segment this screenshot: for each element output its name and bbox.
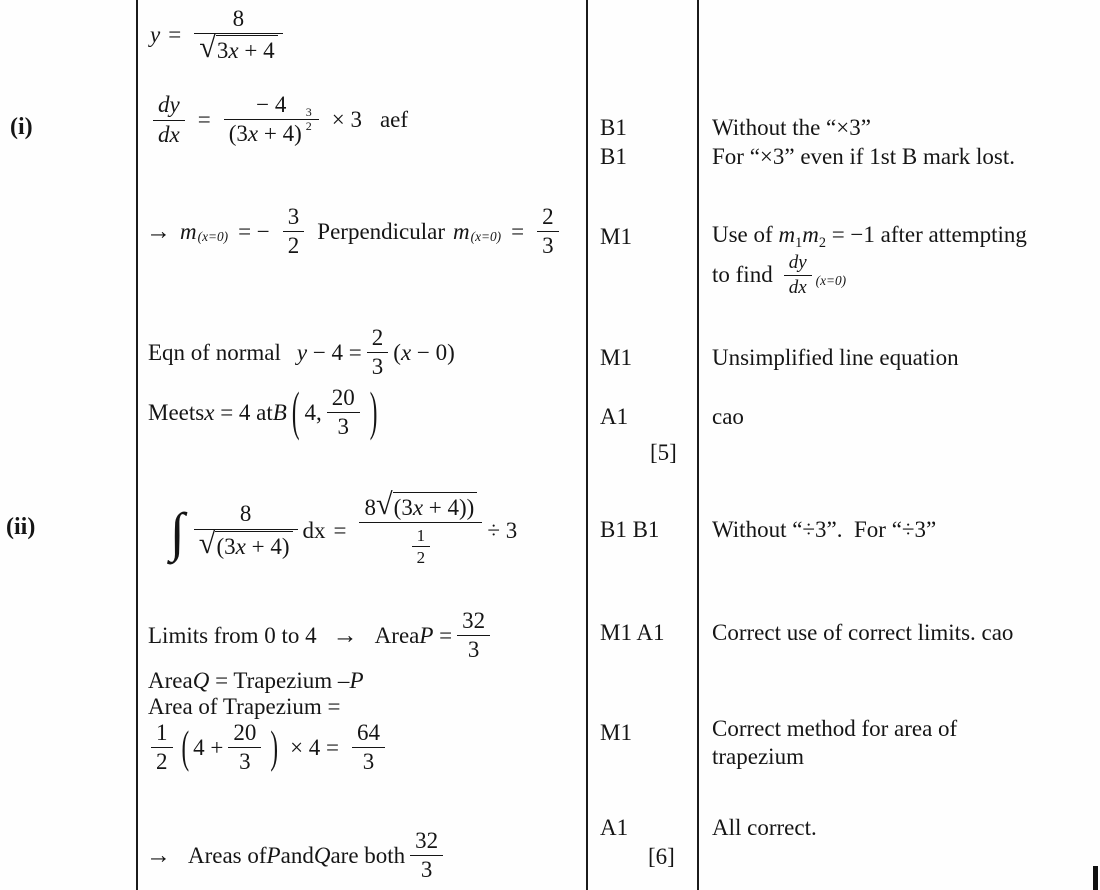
eqn-normal-label: Eqn of normal — [148, 339, 281, 365]
numerator: 1 — [412, 526, 431, 547]
mark-a1-cao: A1 — [600, 404, 629, 429]
numerator: 2 — [367, 325, 389, 353]
numerator: 20 — [327, 385, 360, 413]
const: + 4) — [258, 121, 302, 147]
exponent-three-halves — [304, 106, 314, 133]
areas-of-label: Areas of — [188, 842, 267, 868]
comment-cao: cao — [712, 404, 744, 429]
close-paren: − 0) — [411, 339, 455, 365]
page-edge-mark — [1093, 866, 1098, 890]
fraction-2-3 — [367, 325, 389, 381]
formula-normal-equation — [148, 325, 455, 381]
comment-trap-method-line2: trapezium — [712, 744, 804, 769]
numerator: − 4 — [224, 92, 319, 120]
arrow-right-icon: → — [146, 841, 170, 869]
var-x: x — [247, 121, 259, 147]
equals-minus: = − — [238, 218, 270, 244]
fraction-1-2 — [151, 720, 173, 776]
square-root — [375, 487, 477, 521]
mark-a1-all-correct: A1 — [600, 815, 629, 840]
formula-point-b — [148, 381, 382, 441]
divider-working-left — [136, 0, 138, 890]
var-q: Q — [192, 668, 210, 693]
arrow-right-icon: → — [332, 621, 357, 649]
var-x: x — [228, 38, 239, 64]
numerator: 8 — [194, 501, 298, 529]
var-m: m — [453, 218, 470, 244]
divider-marks-left — [586, 0, 588, 890]
comment-for-x3: For “×3” even if 1st B mark lost. — [712, 144, 1015, 169]
denominator: 3 — [239, 749, 251, 775]
to-find-text: to find — [712, 262, 773, 288]
radicand — [393, 492, 478, 521]
big-close-paren: ) — [369, 381, 378, 441]
denominator: 3 — [420, 857, 433, 883]
fraction-3-2 — [283, 204, 305, 260]
subscript-x0: (x=0) — [470, 229, 502, 245]
mark-b1-first: B1 — [600, 115, 627, 140]
numerator: 32 — [457, 608, 490, 636]
var-y: y — [296, 339, 308, 365]
denominator: 3 — [371, 354, 384, 380]
radicand — [216, 35, 278, 64]
aef-note: aef — [379, 106, 409, 132]
part-ii-total: [6] — [648, 844, 675, 869]
radicand — [215, 531, 292, 560]
and-label: and — [280, 842, 314, 868]
denominator: 3 — [542, 233, 554, 259]
mark-m1-trapezium: M1 — [600, 720, 632, 745]
numerator: 8 — [194, 6, 282, 34]
fraction — [224, 92, 319, 148]
divide-by-3: ÷ 3 — [487, 517, 518, 543]
integrand-fraction — [194, 501, 298, 560]
var-p: P — [419, 622, 434, 648]
denominator-dx: dx — [788, 276, 807, 298]
arrow-right-icon: → — [146, 217, 170, 245]
var-y: y — [150, 22, 161, 48]
denominator: 2 — [156, 749, 168, 775]
numerator: 64 — [352, 720, 385, 748]
denominator — [224, 105, 319, 148]
paren-coeff: (3 — [216, 533, 236, 559]
mark-m1-a1: M1 A1 — [600, 620, 665, 645]
denominator: 2 — [416, 547, 426, 567]
fraction-20-3 — [327, 385, 360, 441]
fraction-32-3 — [457, 608, 490, 664]
numerator — [359, 487, 482, 523]
square-root — [199, 30, 277, 65]
minus-4-equals: − 4 = — [307, 339, 362, 365]
denominator — [194, 30, 282, 65]
radical-icon: √ — [375, 487, 393, 521]
coeff-8: 8 — [364, 495, 376, 520]
formula-derivative — [148, 92, 408, 148]
radical-icon: √ — [198, 525, 216, 560]
limits-label: Limits from 0 to 4 — [148, 622, 317, 648]
denominator: 3 — [467, 637, 480, 663]
area-trapezium-text: Area of Trapezium = — [148, 694, 341, 719]
denominator-dx: dx — [158, 121, 180, 147]
var-b: B — [272, 399, 287, 425]
fraction — [194, 6, 282, 65]
comment-without-x3: Without the “×3” — [712, 115, 871, 140]
formula-gradients — [146, 204, 564, 260]
paren-coeff: (3 — [393, 495, 413, 520]
comment-use-of-m1m2 — [712, 222, 1027, 251]
var-x: x — [412, 495, 424, 520]
var-m: m — [802, 222, 819, 247]
formula-integral — [170, 487, 518, 570]
open-paren: ( — [393, 339, 401, 365]
numerator: 20 — [228, 720, 261, 748]
divider-marks-right — [697, 0, 699, 890]
numerator-dy: dy — [153, 92, 185, 120]
equals-sign: = — [433, 622, 453, 648]
comment-without-div3: Without “÷3”. For “÷3” — [712, 517, 937, 542]
equals-sign: = — [168, 22, 182, 48]
integral-icon: ∫ — [170, 502, 185, 563]
dx-label: dx — [302, 517, 326, 543]
dy-dx-fraction — [784, 252, 812, 299]
const: + 4)) — [423, 495, 475, 520]
big-close-paren: ) — [270, 721, 279, 772]
big-open-paren: ( — [181, 721, 190, 772]
part-i-label: (i) — [10, 114, 33, 140]
square-root — [198, 525, 293, 560]
equals-minus-1-text: = −1 after attempting — [825, 222, 1027, 247]
equals-4-at: = 4 at — [214, 399, 273, 425]
meets-label: Meets — [148, 399, 205, 425]
mark-b1-second: B1 — [600, 144, 627, 169]
fraction-64-3 — [352, 720, 385, 776]
denominator: 3 — [362, 749, 375, 775]
equals-sign: = — [511, 218, 525, 244]
equals-sign: = — [197, 106, 211, 132]
result-fraction — [359, 487, 482, 570]
numerator: 2 — [537, 204, 559, 232]
var-m: m — [180, 218, 197, 244]
var-p: P — [349, 668, 364, 693]
subscript-x0: (x=0) — [197, 229, 229, 245]
formula-final-answer — [146, 828, 448, 884]
denominator: 3 — [337, 414, 349, 440]
fraction-32-3 — [410, 828, 443, 884]
times-three: × 3 — [331, 106, 362, 132]
coord-4: 4, — [304, 399, 322, 425]
coeff: 3 — [216, 38, 229, 64]
const: + 4 — [238, 38, 275, 64]
area-label: Area — [374, 622, 420, 648]
mark-m1-perpendicular: M1 — [600, 224, 632, 249]
const: + 4) — [245, 533, 290, 559]
comment-to-find-dydx — [712, 252, 848, 299]
formula-area-q — [148, 668, 364, 694]
var-m: m — [778, 222, 796, 247]
mark-m1-line: M1 — [600, 345, 632, 370]
use-of-text: Use of — [712, 222, 779, 247]
area-label: Area — [148, 668, 193, 693]
numerator: 1 — [151, 720, 173, 748]
are-both-label: are both — [330, 842, 406, 868]
var-q: Q — [313, 842, 331, 868]
subscript-2: 2 — [818, 234, 826, 251]
formula-trapezium-computation — [146, 720, 390, 776]
formula-y-definition — [150, 6, 288, 65]
comment-all-correct: All correct. — [712, 815, 817, 840]
equals-sign: = — [333, 517, 347, 543]
formula-limits — [148, 608, 495, 664]
fraction-2-3 — [537, 204, 559, 260]
denominator: 2 — [287, 233, 300, 259]
big-open-paren: ( — [291, 381, 300, 441]
fraction-20-3 — [228, 720, 261, 776]
subscript-1: 1 — [795, 234, 803, 251]
perpendicular-label: Perpendicular — [317, 218, 446, 244]
var-x: x — [235, 533, 246, 559]
mark-b1-b1: B1 B1 — [600, 517, 660, 542]
subscript-x0: (x=0) — [815, 272, 847, 288]
dy-dx-fraction — [153, 92, 185, 148]
numerator: 32 — [410, 828, 443, 856]
var-x: x — [400, 339, 412, 365]
denominator — [194, 525, 298, 560]
paren-coeff: (3 — [228, 121, 248, 147]
exp-denominator: 2 — [305, 119, 312, 134]
var-x: x — [204, 399, 215, 425]
comment-correct-limits: Correct use of correct limits. cao — [712, 620, 1014, 645]
times-4-equals: × 4 = — [290, 734, 340, 760]
comment-unsimplified: Unsimplified line equation — [712, 345, 959, 370]
radical-icon: √ — [199, 30, 216, 65]
denominator — [405, 523, 438, 569]
part-i-total: [5] — [650, 440, 677, 465]
numerator-dy: dy — [784, 252, 812, 276]
numerator: 3 — [283, 204, 305, 232]
comment-trap-method-line1: Correct method for area of — [712, 716, 958, 741]
fraction-1-2 — [412, 526, 431, 567]
part-ii-label: (ii) — [6, 514, 36, 540]
var-p: P — [266, 842, 281, 868]
exp-numerator: 3 — [305, 105, 312, 120]
trapezium-minus: = Trapezium – — [209, 668, 350, 693]
formula-area-trapezium-label — [148, 694, 340, 720]
four-plus: 4 + — [193, 734, 224, 760]
